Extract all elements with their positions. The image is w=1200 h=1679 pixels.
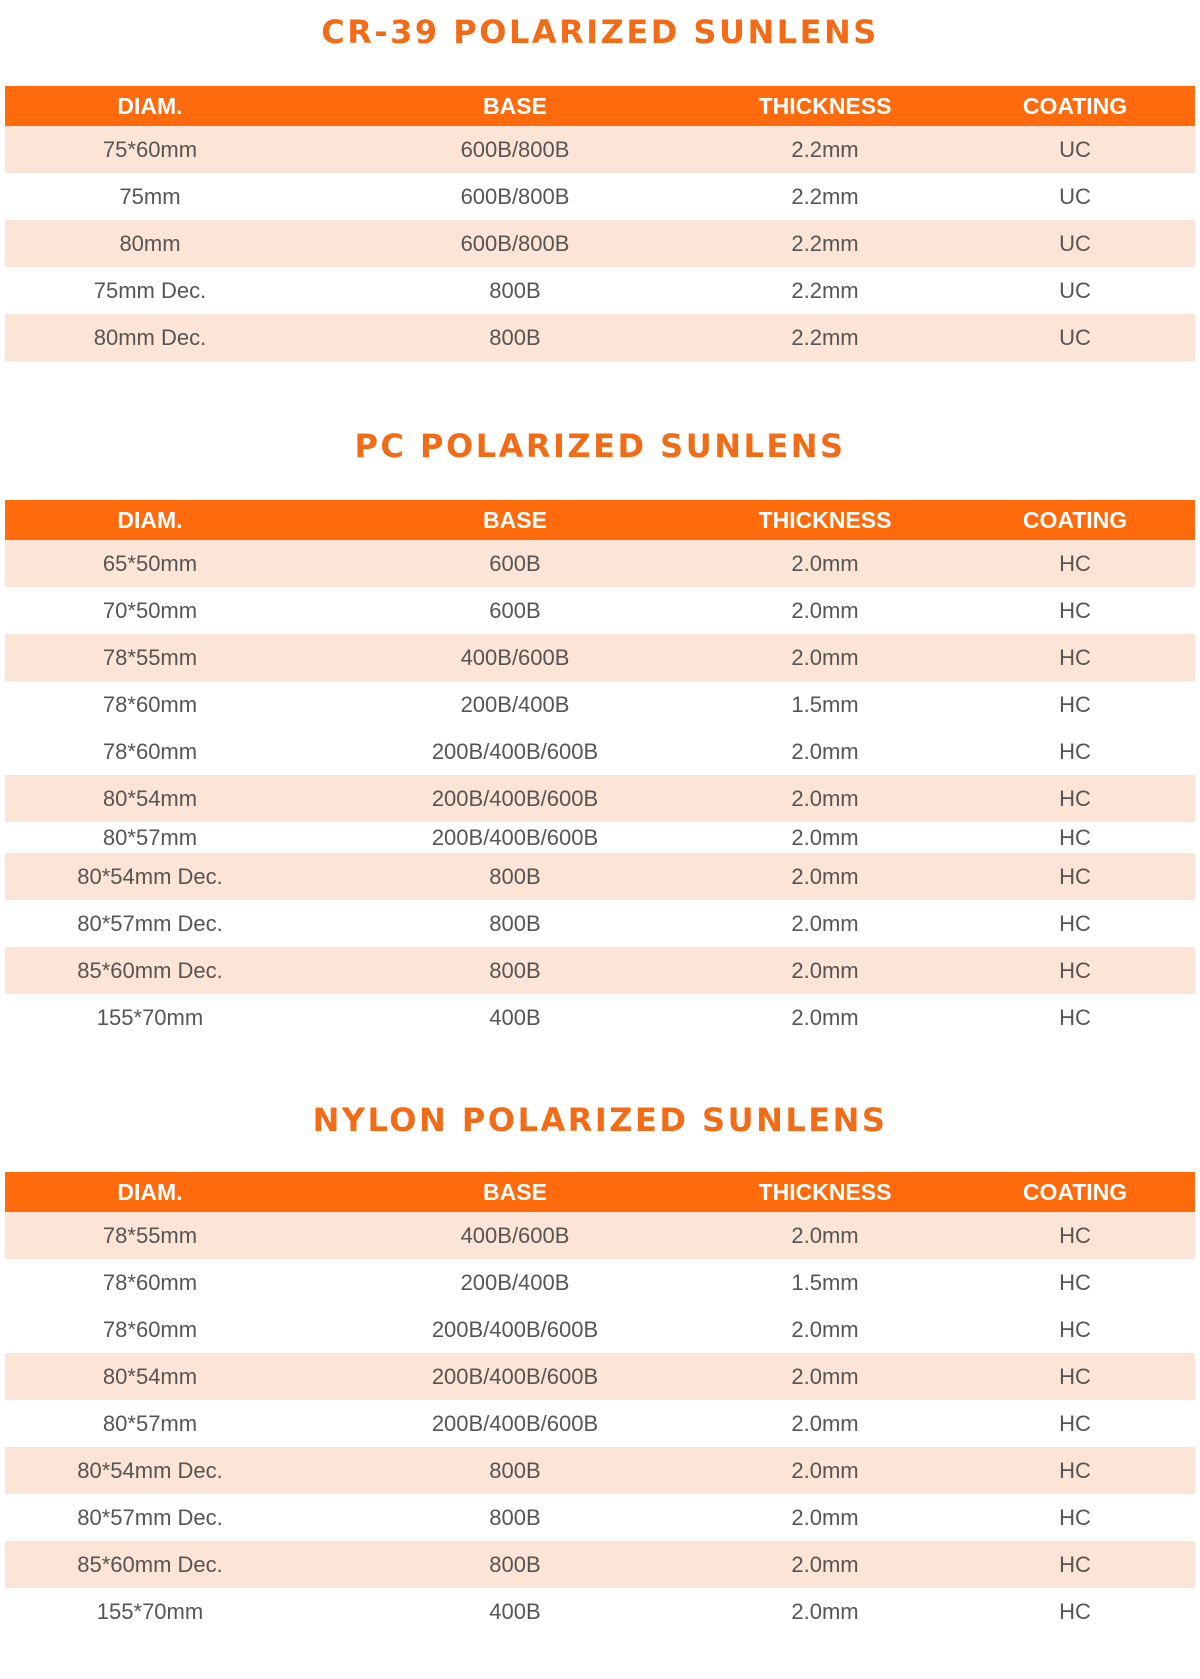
- table-cell: 80*57mm: [102, 1410, 198, 1436]
- table-cell: HC: [1059, 550, 1091, 576]
- table-row: [5, 220, 1195, 267]
- table-cell: 200B/400B/600B: [431, 1316, 599, 1342]
- table-cell: HC: [1059, 1363, 1091, 1389]
- table-row: [5, 126, 1195, 173]
- table-cell: HC: [1059, 957, 1091, 983]
- table-cell: 78*60mm: [102, 691, 198, 717]
- table-cell: 2.0mm: [791, 1410, 859, 1436]
- table-row: [5, 775, 1195, 822]
- table-cell: 200B/400B/600B: [431, 1410, 599, 1436]
- table-row: [5, 1494, 1195, 1541]
- table-cell: 2.0mm: [791, 1504, 859, 1530]
- section-title: CR-39 POLARIZED SUNLENS: [321, 13, 879, 51]
- table-row: [5, 1447, 1195, 1494]
- table-cell: 600B: [489, 550, 541, 576]
- table-row: [5, 173, 1195, 220]
- column-header: BASE: [483, 1178, 547, 1205]
- table-cell: 2.0mm: [791, 1363, 859, 1389]
- table-cell: HC: [1059, 863, 1091, 889]
- table-cell: UC: [1059, 230, 1091, 256]
- table-cell: 800B: [489, 1457, 541, 1483]
- table-cell: 155*70mm: [96, 1598, 204, 1624]
- table-cell: 800B: [489, 910, 541, 936]
- table-row: [5, 587, 1195, 634]
- table-cell: 2.0mm: [791, 1004, 859, 1030]
- table-cell: 78*60mm: [102, 1316, 198, 1342]
- section-title: NYLON POLARIZED SUNLENS: [312, 1101, 888, 1139]
- table-cell: 2.2mm: [791, 277, 859, 303]
- table-row: [5, 853, 1195, 900]
- table-cell: 80*54mm: [102, 785, 198, 811]
- table-cell: 800B: [489, 957, 541, 983]
- table-row: [5, 1212, 1195, 1259]
- table-cell: 80mm: [119, 230, 181, 256]
- table-cell: 2.0mm: [791, 738, 859, 764]
- table-cell: 2.0mm: [791, 644, 859, 670]
- column-header: THICKNESS: [758, 92, 892, 119]
- table-cell: 2.2mm: [791, 136, 859, 162]
- table-cell: HC: [1059, 1316, 1091, 1342]
- table-cell: 2.2mm: [791, 183, 859, 209]
- table-cell: HC: [1059, 1504, 1091, 1530]
- table-cell: HC: [1059, 910, 1091, 936]
- table-cell: 80*54mm: [102, 1363, 198, 1389]
- column-header: BASE: [483, 92, 547, 119]
- table-cell: 600B/800B: [460, 183, 570, 209]
- table-cell: 80*54mm Dec.: [77, 863, 223, 889]
- table-cell: 80*57mm Dec.: [77, 1504, 223, 1530]
- column-header: THICKNESS: [758, 1178, 892, 1205]
- table-row: [5, 1353, 1195, 1400]
- table-cell: 200B/400B/600B: [431, 785, 599, 811]
- table-cell: HC: [1059, 644, 1091, 670]
- table-cell: 800B: [489, 277, 541, 303]
- table-cell: 78*60mm: [102, 738, 198, 764]
- table-cell: 2.0mm: [791, 1598, 859, 1624]
- table-cell: 2.2mm: [791, 230, 859, 256]
- table-cell: 65*50mm: [102, 550, 198, 576]
- column-header: COATING: [1022, 506, 1128, 533]
- table-row: [5, 947, 1195, 994]
- table-cell: 800B: [489, 1551, 541, 1577]
- table-header-row: [5, 500, 1195, 540]
- table-cell: 200B/400B/600B: [431, 1363, 599, 1389]
- table-cell: 1.5mm: [791, 691, 859, 717]
- column-header: DIAM.: [117, 506, 183, 533]
- table-row: [5, 314, 1195, 361]
- table-cell: 400B: [489, 1598, 541, 1624]
- table-cell: 600B: [489, 597, 541, 623]
- table-row: [5, 634, 1195, 681]
- table-header-row: [5, 1172, 1195, 1212]
- section-title: PC POLARIZED SUNLENS: [354, 427, 846, 465]
- table-cell: 75mm: [119, 183, 181, 209]
- table-cell: HC: [1059, 1410, 1091, 1436]
- table-cell: 2.0mm: [791, 1222, 859, 1248]
- table-cell: 1.5mm: [791, 1269, 859, 1295]
- table-cell: HC: [1059, 597, 1091, 623]
- table-cell: HC: [1059, 824, 1091, 850]
- table-cell: 75*60mm: [102, 136, 198, 162]
- table-cell: 400B/600B: [460, 644, 570, 670]
- table-cell: HC: [1059, 1269, 1091, 1295]
- table-cell: 2.0mm: [791, 1316, 859, 1342]
- table-cell: 80*57mm Dec.: [77, 910, 223, 936]
- table-cell: 800B: [489, 324, 541, 350]
- table-cell: 75mm Dec.: [93, 277, 207, 303]
- table-row: [5, 681, 1195, 728]
- table-cell: 2.0mm: [791, 863, 859, 889]
- table-row: [5, 1400, 1195, 1447]
- table-cell: HC: [1059, 738, 1091, 764]
- table-cell: 2.0mm: [791, 957, 859, 983]
- column-header: THICKNESS: [758, 506, 892, 533]
- table-cell: UC: [1059, 183, 1091, 209]
- table-cell: 2.0mm: [791, 597, 859, 623]
- column-header: COATING: [1022, 92, 1128, 119]
- table-cell: 80*54mm Dec.: [77, 1457, 223, 1483]
- table-cell: 2.2mm: [791, 324, 859, 350]
- table-row: [5, 728, 1195, 775]
- table-cell: 600B/800B: [460, 230, 570, 256]
- table-row: [5, 822, 1195, 853]
- table-cell: 200B/400B: [460, 691, 570, 717]
- table-cell: HC: [1059, 1004, 1091, 1030]
- column-header: DIAM.: [117, 92, 183, 119]
- table-header-row: [5, 86, 1195, 126]
- table-cell: UC: [1059, 277, 1091, 303]
- table-cell: 600B/800B: [460, 136, 570, 162]
- table-cell: UC: [1059, 136, 1091, 162]
- table-cell: HC: [1059, 691, 1091, 717]
- table-cell: 85*60mm Dec.: [77, 1551, 223, 1577]
- column-header: DIAM.: [117, 1178, 183, 1205]
- table-cell: 78*60mm: [102, 1269, 198, 1295]
- table-cell: 800B: [489, 863, 541, 889]
- table-row: [5, 1259, 1195, 1306]
- table-cell: HC: [1059, 1551, 1091, 1577]
- table-row: [5, 540, 1195, 587]
- column-header: BASE: [483, 506, 547, 533]
- table-cell: 70*50mm: [102, 597, 198, 623]
- table-row: [5, 994, 1195, 1041]
- table-row: [5, 1541, 1195, 1588]
- table-cell: HC: [1059, 785, 1091, 811]
- table-cell: HC: [1059, 1222, 1091, 1248]
- table-cell: 200B/400B/600B: [431, 824, 599, 850]
- table-cell: 78*55mm: [102, 644, 198, 670]
- table-cell: 200B/400B: [460, 1269, 570, 1295]
- table-cell: HC: [1059, 1457, 1091, 1483]
- table-row: [5, 1588, 1195, 1635]
- table-cell: 2.0mm: [791, 910, 859, 936]
- table-cell: 80*57mm: [102, 824, 198, 850]
- table-cell: 2.0mm: [791, 1457, 859, 1483]
- table-cell: HC: [1059, 1598, 1091, 1624]
- table-row: [5, 1306, 1195, 1353]
- table-cell: 2.0mm: [791, 785, 859, 811]
- table-cell: 2.0mm: [791, 1551, 859, 1577]
- table-cell: 155*70mm: [96, 1004, 204, 1030]
- column-header: COATING: [1022, 1178, 1128, 1205]
- table-cell: 78*55mm: [102, 1222, 198, 1248]
- table-cell: 200B/400B/600B: [431, 738, 599, 764]
- table-row: [5, 900, 1195, 947]
- table-cell: 400B/600B: [460, 1222, 570, 1248]
- table-cell: 400B: [489, 1004, 541, 1030]
- table-cell: 2.0mm: [791, 550, 859, 576]
- table-row: [5, 267, 1195, 314]
- table-cell: 2.0mm: [791, 824, 859, 850]
- table-cell: 85*60mm Dec.: [77, 957, 223, 983]
- table-cell: UC: [1059, 324, 1091, 350]
- table-cell: 80mm Dec.: [93, 324, 207, 350]
- table-cell: 800B: [489, 1504, 541, 1530]
